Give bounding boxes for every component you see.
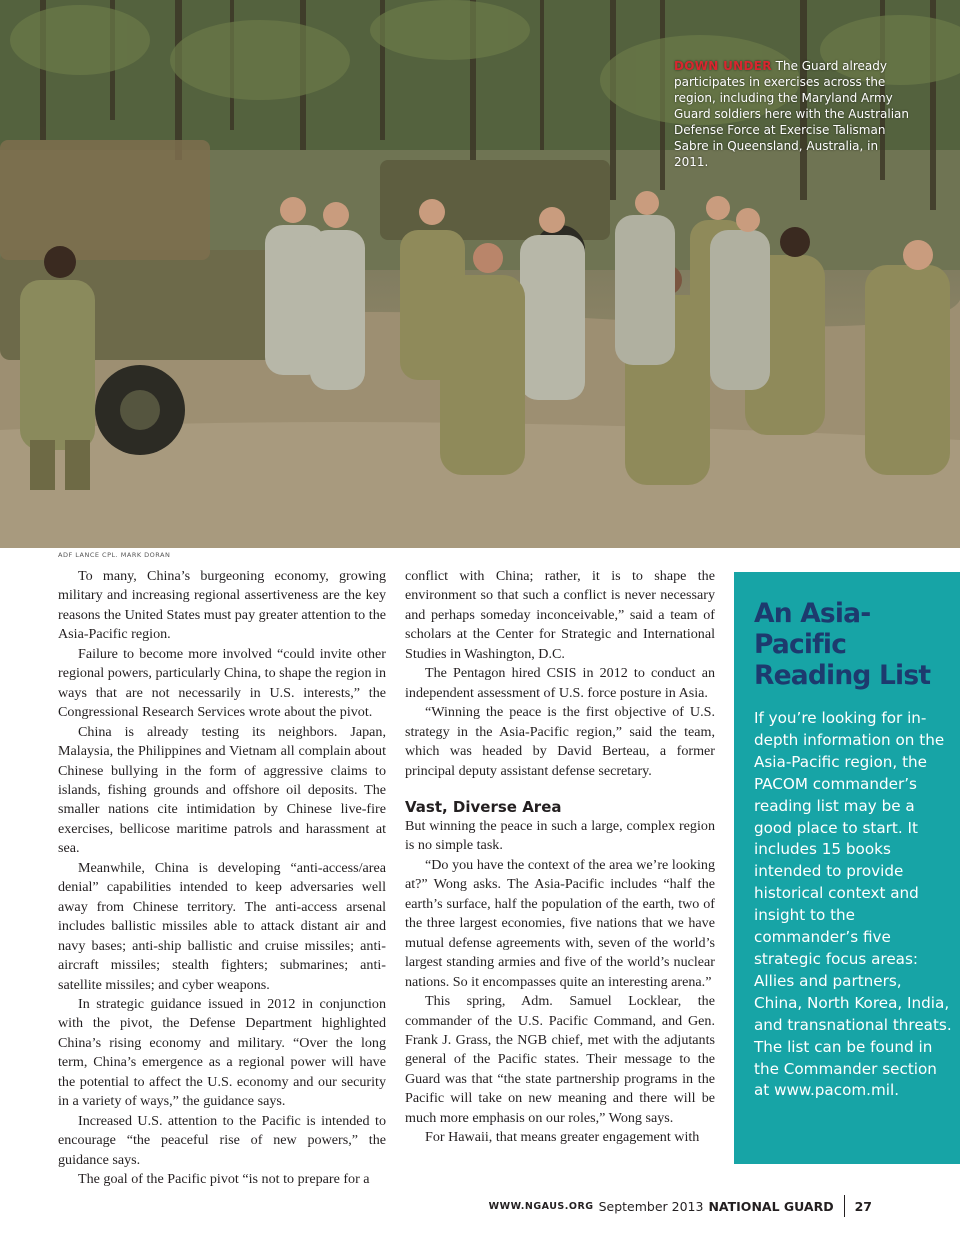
photo-credit: ADF LANCE CPL. MARK DORAN [58,551,171,559]
section-subhead: Vast, Diverse Area [405,797,562,816]
footer-divider [844,1195,845,1217]
paragraph: But winning the peace in such a large, complex region is no simple task. [405,817,715,854]
article-column-1 [58,567,386,1190]
page-footer [489,1196,872,1216]
paragraph: To many, China’s burgeoning economy, growing military and increasing regional assertiveness are the key reasons the United States must pay greater attention to the Asia-Pacific region. [58,568,386,643]
footer-date: September 2013 [598,1198,704,1214]
caption-lead: DOWN UNDER [674,59,772,73]
sidebar-title: An Asia-Pacific Reading List [754,598,931,691]
reading-list-sidebar [734,572,960,1164]
paragraph: “Do you have the context of the area we’re looking at?” Wong asks. The Asia-Pacific includes “half the earth’s surface, half the population of the earth, two of the three largest economies, five nations that we have mutual defense agreements with, seven of the world’s largest standing armies and five of the world’s nuclear nations. So it encompasses quite an interesting arena.” [405,856,715,990]
paragraph: For Hawaii, that means greater engagement with [425,1129,700,1146]
caption-text: The Guard already participates in exercises across the region, including the Maryland Army Guard soldiers here with the Australian Defense Force at Exercise Talisman Sabre in Queensland, Australia, in 2011. [674,59,909,169]
paragraph: The goal of the Pacific pivot “is not to prepare for a [78,1171,370,1188]
paragraph: China is already testing its neighbors. Japan, Malaysia, the Philippines and Vietnam all complain about Chinese bullying in the form of aggressive claims to islands, fishing grounds and offshore oil deposits. The smaller nations cite intimidation by Chinese live-fire exercises, bellicose maritime patrols and harassment at sea. [58,723,386,857]
sidebar-text: If you’re looking for in-depth information on the Asia-Pacific region, the PACOM commander’s reading list may be a good place to start. It includes 15 books intended to provide historical context and insight to the commander’s five strategic focus areas: Allies and partners, China, North Korea, India, and transnational threats. The list can be found in the Commander section at www.pacom.mil. [754,709,952,1100]
paragraph: Increased U.S. attention to the Pacific is intended to encourage “the peaceful rise of new powers,” the guidance says. [58,1112,386,1168]
paragraph: In strategic guidance issued in 2012 in conjunction with the pivot, the Defense Department highlighted China’s rising economy and military. “Over the long term, China’s emergence as a regional power will have the potential to affect the U.S. economy and our security in a variety of ways,” the guidance says. [58,995,386,1110]
photo-caption [674,58,914,170]
page-number: 27 [854,1198,872,1214]
footer-magazine: NATIONAL GUARD [708,1198,834,1214]
paragraph: Meanwhile, China is developing “anti-access/area denial” capabilities intended to keep adversaries well away from Chinese territory. The anti-access arsenal includes ballistic missiles able to attack distant air and navy bases; anti-ship ballistic and cruise missiles; anti-aircraft missiles; stealth fighters; submarines; anti-satellite missiles; and cyber weapons. [58,859,386,993]
paragraph: This spring, Adm. Samuel Locklear, the commander of the U.S. Pacific Command, and Gen. Frank J. Grass, the NGB chief, met with the adjutants general of the Pacific states. Their message to the Guard was that “the state partnership programs in the Pacific will take on new meaning and there will be much more emphasis on our roles,” Wong says. [405,993,715,1126]
paragraph: Failure to become more involved “could invite other regional powers, particularly China, to shape the region in ways that are not necessarily in U.S. interests,” the Congressional Research Services wrote about the pivot. [58,645,386,721]
paragraph: “Winning the peace is the first objective of U.S. strategy in the Asia-Pacific region,” said the team, which was headed by David Berteau, a former principal deputy assistant defense secretary. [405,704,715,779]
paragraph: The Pentagon hired CSIS in 2012 to conduct an independent assessment of U.S. force posture in Asia. [405,665,715,701]
article-column-2 [405,567,715,1148]
soldiers-photo [0,0,960,548]
paragraph: conflict with China; rather, it is to shape the environment so that such a conflict is never necessary and perhaps someday inconceivable,” said a team of scholars at the Center for Strategic and International Studies in Washington, D.C. [405,568,715,662]
footer-url[interactable]: WWW.NGAUS.ORG [488,1200,594,1212]
